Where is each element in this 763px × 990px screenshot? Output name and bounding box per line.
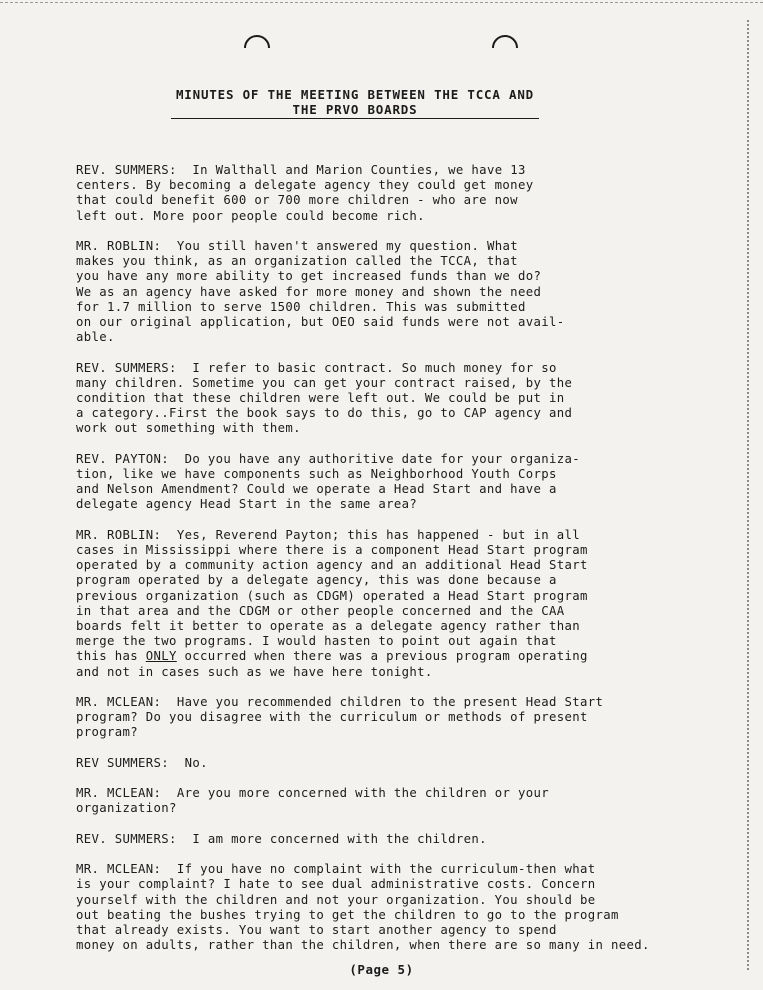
text-line: money on adults, rather than the children, when there are so many in need. bbox=[76, 938, 650, 953]
text-line: If you have no complaint with the curriculum-then what bbox=[176, 862, 596, 877]
text-line: for 1.7 million to serve 1500 children. This was submitted bbox=[76, 299, 526, 314]
text-line: program? bbox=[76, 725, 139, 740]
text-line: You still haven't answered my question. What bbox=[176, 239, 518, 253]
paragraph bbox=[76, 786, 746, 816]
text-line: Yes, Reverend Payton; this has happened - but in all bbox=[176, 527, 580, 542]
text-line: in that area and the CDGM or other people concerned and the CAA bbox=[76, 603, 565, 618]
text-line: centers. By becoming a delegate agency they could get money bbox=[76, 178, 534, 193]
paragraph bbox=[76, 361, 746, 437]
text-line: a category..First the book says to do this, go to CAP agency and bbox=[76, 406, 573, 421]
text-line: that could benefit 600 or 700 more children - who are now bbox=[76, 193, 518, 208]
text-line: many children. Sometime you can get your contract raised, by the bbox=[76, 375, 573, 390]
text-fragment: occurred when there was a previous program operating bbox=[176, 649, 588, 664]
speaker-label: MR. ROBLIN: bbox=[76, 239, 162, 253]
paragraph bbox=[76, 756, 746, 771]
text-line: Do you have any authoritive date for your organiza- bbox=[184, 451, 580, 466]
text-line: is your complaint? I hate to see dual administrative costs. Concern bbox=[76, 877, 596, 892]
text-line bbox=[76, 649, 746, 664]
text-line: and Nelson Amendment? Could we operate a Head Start and have a bbox=[76, 482, 557, 497]
text-line: left out. More poor people could become rich. bbox=[76, 208, 425, 223]
speaker-label: REV. PAYTON: bbox=[76, 451, 170, 466]
page-number: (Page 5) bbox=[349, 962, 414, 977]
paragraph bbox=[76, 452, 746, 513]
text-line: condition that these children were left out. We could be put in bbox=[76, 391, 565, 406]
text-line: cases in Mississippi where there is a component Head Start program bbox=[76, 543, 588, 558]
text-line: that already exists. You want to start another agency to spend bbox=[76, 923, 557, 938]
speaker-label: MR. MCLEAN: bbox=[76, 786, 162, 801]
paragraph bbox=[76, 832, 746, 847]
paragraph bbox=[76, 163, 746, 224]
text-line: In Walthall and Marion Counties, we have 13 bbox=[192, 163, 526, 177]
text-line: you have any more ability to get increased funds than we do? bbox=[76, 269, 542, 284]
text-line: work out something with them. bbox=[76, 421, 301, 436]
paragraph bbox=[76, 239, 746, 345]
text-line: delegate agency Head Start in the same area? bbox=[76, 497, 418, 512]
speaker-label: REV. SUMMERS: bbox=[76, 163, 177, 177]
right-perforation bbox=[747, 20, 749, 970]
speaker-label: REV. SUMMERS: bbox=[76, 831, 177, 846]
paragraph bbox=[76, 695, 746, 741]
paragraph bbox=[76, 862, 746, 953]
paragraph bbox=[76, 528, 746, 680]
text-line: on our original application, but OEO said funds were not avail- bbox=[76, 315, 565, 330]
text-line: yourself with the children and not your organization. You should be bbox=[76, 892, 596, 907]
text-line: program? Do you disagree with the curriculum or methods of present bbox=[76, 710, 588, 725]
document-title bbox=[150, 87, 560, 119]
emphasized-word: ONLY bbox=[145, 649, 177, 664]
speaker-label: REV. SUMMERS: bbox=[76, 360, 177, 375]
minutes-body bbox=[76, 163, 746, 969]
text-line: I refer to basic contract. So much money for so bbox=[192, 360, 557, 375]
text-line: previous organization (such as CDGM) operated a Head Start program bbox=[76, 588, 588, 603]
speaker-label: MR. MCLEAN: bbox=[76, 695, 162, 710]
text-line: out beating the bushes trying to get the children to go to the program bbox=[76, 907, 619, 922]
text-line: I am more concerned with the children. bbox=[192, 831, 487, 846]
speaker-label: MR. ROBLIN: bbox=[76, 527, 162, 542]
text-line: tion, like we have components such as Neighborhood Youth Corps bbox=[76, 467, 557, 482]
text-line: and not in cases such as we have here tonight. bbox=[76, 664, 433, 679]
text-line: Have you recommended children to the present Head Start bbox=[176, 695, 604, 710]
text-line: makes you think, as an organization called the TCCA, that bbox=[76, 254, 518, 269]
title-line-1: MINUTES OF THE MEETING BETWEEN THE TCCA AND bbox=[175, 87, 534, 102]
text-line: boards felt it better to operate as a delegate agency rather than bbox=[76, 619, 580, 634]
text-line: organization? bbox=[76, 801, 177, 816]
speaker-label: MR. MCLEAN: bbox=[76, 862, 162, 877]
text-line: Are you more concerned with the children or your bbox=[176, 786, 549, 801]
punch-hole-right bbox=[490, 30, 520, 60]
text-fragment: this has bbox=[76, 649, 146, 664]
top-perforation bbox=[0, 2, 763, 3]
text-line: program operated by a delegate agency, this was done because a bbox=[76, 573, 557, 588]
speaker-label: REV SUMMERS: bbox=[76, 755, 170, 770]
text-line: No. bbox=[184, 755, 208, 770]
text-line: We as an agency have asked for more money and shown the need bbox=[76, 284, 542, 299]
punch-hole-left bbox=[242, 30, 272, 60]
text-line: merge the two programs. I would hasten to point out again that bbox=[76, 634, 557, 649]
title-line-2: THE PRVO BOARDS bbox=[171, 102, 540, 119]
text-line: operated by a community action agency and an additional Head Start bbox=[76, 558, 588, 573]
text-line: able. bbox=[76, 330, 115, 345]
